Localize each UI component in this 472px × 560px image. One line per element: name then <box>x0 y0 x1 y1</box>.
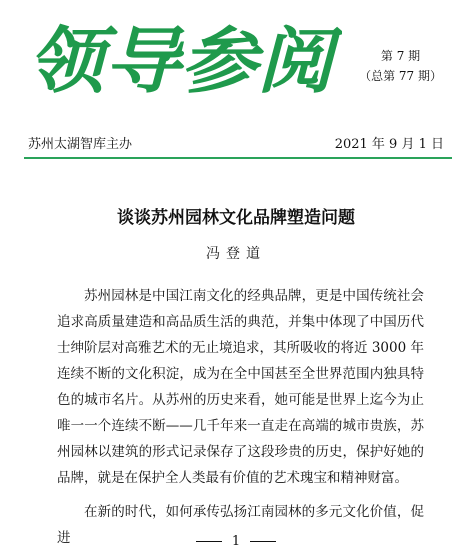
masthead-title: 领导参阅 <box>28 18 342 103</box>
page-number: 1 <box>231 534 241 549</box>
paragraph: 在新的时代，如何承传弘扬江南园林的多元文化价值，促进 <box>57 504 424 546</box>
paragraph: 苏州园林是中国江南文化的经典品牌，更是中国传统社会追求高质量建造和高品质生活的典范，并集中体现了中国历代士绅阶层对高雅艺术的无止境追求，其所吸收的将近 3000 年连续不断的文化积淀，成为在全中国甚至全世界范围内独具特色的城市名片。从苏州的历史来看，她可能是世界上迄今为止唯一一个连续不断——几千年来一直走在高端的城市贵族，苏州园林以建筑的形式记录保存了这段珍贵的历史，保护好她的品牌，就是在保护全人类最有价值的艺术瑰宝和精神财富。 <box>57 288 424 486</box>
sponsor: 苏州太湖智库主办 <box>28 137 133 152</box>
footer-dash-left <box>196 541 222 542</box>
issue-number: 第 7 期 <box>380 49 421 63</box>
masthead-calligraphy <box>22 8 342 108</box>
article-author: 冯登道 <box>206 246 266 262</box>
issue-total: （总第 77 期） <box>359 69 442 83</box>
publish-date: 2021 年 9 月 1 日 <box>334 137 444 152</box>
article-body <box>57 283 424 551</box>
footer-dash-right <box>250 541 276 542</box>
issue-info <box>359 46 442 86</box>
header-divider <box>24 157 452 159</box>
page-footer <box>0 534 472 549</box>
masthead-logo <box>22 8 342 108</box>
article-title: 谈谈苏州园林文化品牌塑造问题 <box>117 208 355 228</box>
